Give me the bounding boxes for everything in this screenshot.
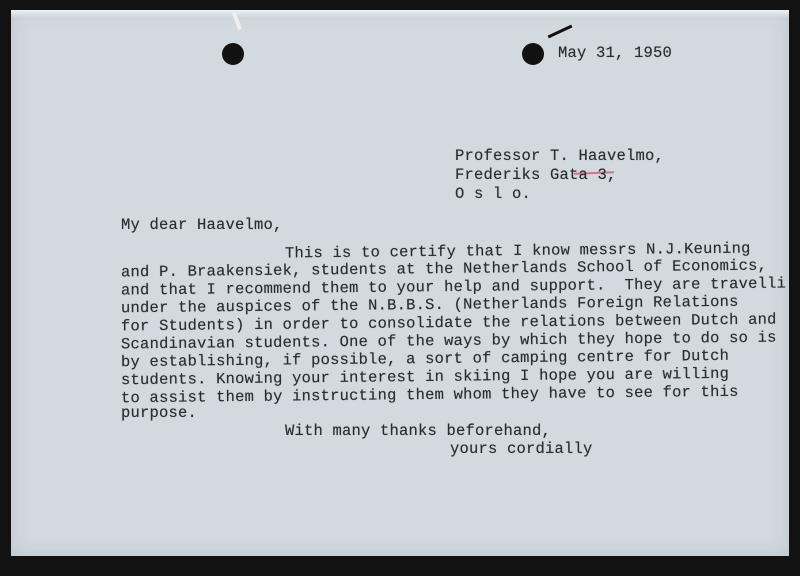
- body-line: and P. Braakensiek, students at the Netherlands School of Economics,: [120, 256, 768, 282]
- body-line: by establishing, if possible, a sort of camping centre for Dutch: [120, 346, 730, 372]
- body-line: under the auspices of the N.B.B.S. (Netherlands Foreign Relations: [120, 292, 739, 318]
- closing-line-1: With many thanks beforehand,: [285, 422, 552, 440]
- address-line-3: O s l o.: [455, 185, 532, 203]
- body-line: This is to certify that I know messrs N.J.Keuning: [284, 239, 751, 263]
- punch-hole-right: [522, 43, 544, 65]
- body-line: and that I recommend them to your help and support. They are travelli: [120, 274, 787, 300]
- body-line: Scandinavian students. One of the ways by which they hope to do so is: [120, 328, 777, 354]
- body-line: students. Knowing your interest in skiing I hope you are willing: [120, 364, 730, 390]
- punch-hole-left: [222, 43, 244, 65]
- body-line: purpose.: [121, 404, 198, 422]
- closing-line-2: yours cordially: [450, 440, 593, 458]
- salutation: My dear Haavelmo,: [121, 216, 283, 234]
- body-line: to assist them by instructing them whom they have to see for this: [120, 382, 739, 408]
- address-line-2: Frederiks Gata 3,: [455, 166, 617, 184]
- letter-date: May 31, 1950: [558, 44, 673, 62]
- body-line: for Students) in order to consolidate the relations between Dutch and: [120, 310, 777, 336]
- letter-sheet: [11, 10, 789, 556]
- paper-top-edge: [11, 10, 789, 18]
- address-line-1: Professor T. Haavelmo,: [455, 147, 665, 165]
- paper-tear-mark: [548, 25, 573, 39]
